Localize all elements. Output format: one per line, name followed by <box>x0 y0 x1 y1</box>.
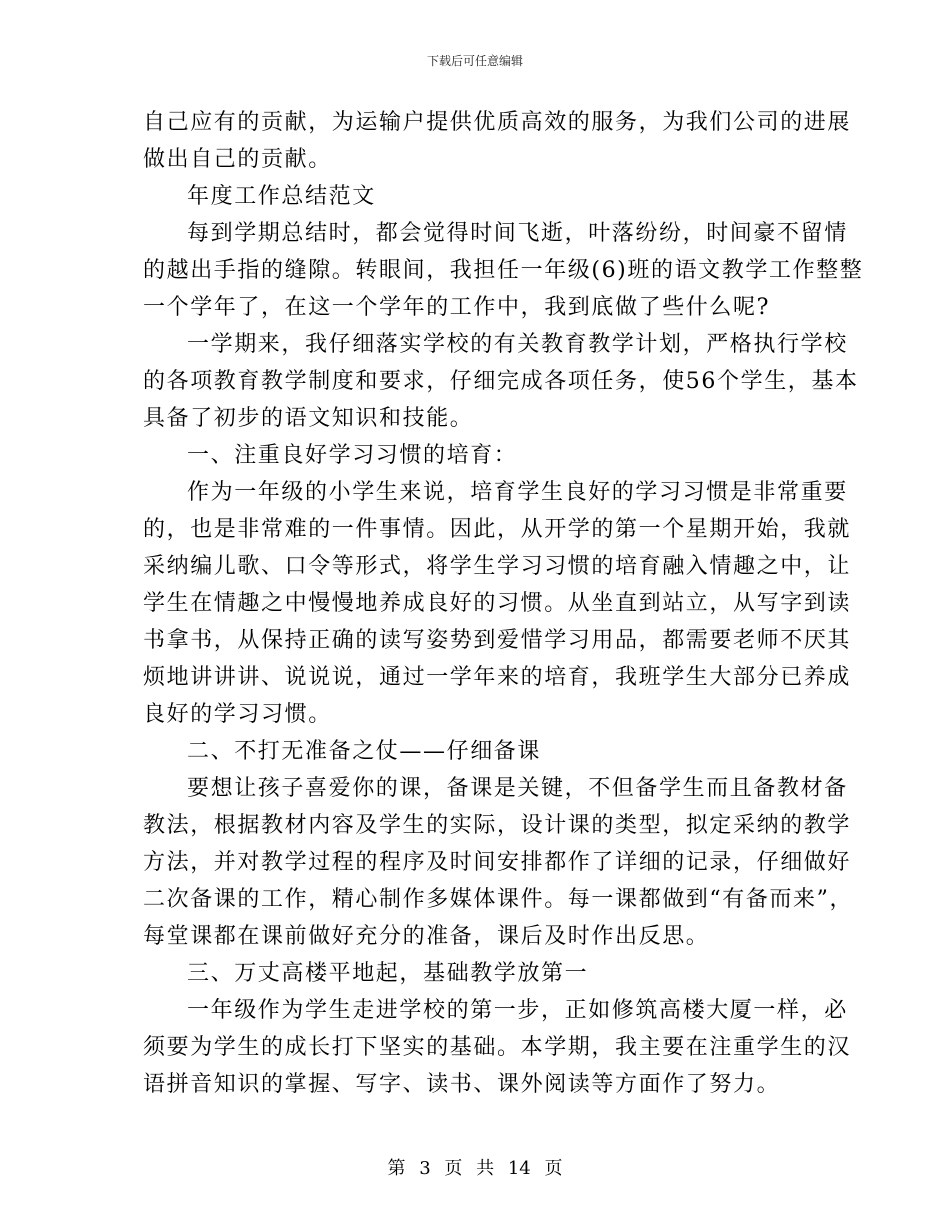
text-line: 三、万丈高楼平地起，基础教学放第一 <box>187 961 589 986</box>
text-line: 要想让孩子喜爱你的课，备课是关键，不但备学生而且备教材备 <box>187 776 848 801</box>
text-line: 学生在情趣之中慢慢地养成良好的习惯。从坐直到站立，从写字到读 <box>143 591 852 616</box>
text-line: 作为一年级的小学生来说，培育学生良好的学习习惯是非常重要 <box>187 480 848 505</box>
text-line: 采纳编儿歌、口令等形式，将学生学习习惯的培育融入情趣之中，让 <box>143 554 852 579</box>
text-line: 一、注重良好学习习惯的培育： <box>187 443 518 468</box>
text-line: 一个学年了，在这一个学年的工作中，我到底做了些什么呢? <box>143 295 770 320</box>
document-body <box>143 104 864 1103</box>
text-line: 教法，根据教材内容及学生的实际，设计课的类型，拟定采纳的教学 <box>143 813 852 838</box>
text-line: 烦地讲讲讲、说说说，通过一学年来的培育，我班学生大部分已养成 <box>143 665 852 690</box>
text-line: 一学期来，我仔细落实学校的有关教育教学计划，严格执行学校 <box>187 332 848 357</box>
page-footer: 第 3 页 共 14 页 <box>387 1158 563 1179</box>
text-line: 书拿书，从保持正确的读写姿势到爱惜学习用品，都需要老师不厌其 <box>143 628 852 653</box>
text-line: 的，也是非常难的一件事情。因此，从开学的第一个星期开始，我就 <box>143 517 852 542</box>
text-line: 每到学期总结时，都会觉得时间飞逝，叶落纷纷，时间豪不留情 <box>187 221 848 246</box>
text-line: 年度工作总结范文 <box>187 184 376 209</box>
text-line: 语拼音知识的掌握、写字、读书、课外阅读等方面作了努力。 <box>143 1072 781 1097</box>
text-line: 每堂课都在课前做好充分的准备，课后及时作出反思。 <box>143 924 710 949</box>
text-line: 的各项教育教学制度和要求，仔细完成各项任务，使56个学生，基本 <box>143 369 859 394</box>
text-line: 的越出手指的缝隙。转眼间，我担任一年级(6)班的语文教学工作整整 <box>143 258 864 283</box>
text-line: 二、不打无准备之仗——仔细备课 <box>187 739 542 764</box>
page-header: 下载后可任意编辑 <box>426 54 523 68</box>
text-line: 一年级作为学生走进学校的第一步，正如修筑高楼大厦一样，必 <box>187 998 848 1023</box>
text-line: 须要为学生的成长打下坚实的基础。本学期，我主要在注重学生的汉 <box>143 1035 852 1060</box>
text-line: 方法，并对教学过程的程序及时间安排都作了详细的记录，仔细做好 <box>143 850 852 875</box>
text-line: 良好的学习习惯。 <box>143 702 332 727</box>
text-line: 二次备课的工作，精心制作多媒体课件。每一课都做到“有备而来”， <box>143 887 854 912</box>
text-line: 做出自己的贡献。 <box>143 147 332 172</box>
text-line: 具备了初步的语文知识和技能。 <box>143 406 474 431</box>
text-line: 自己应有的贡献，为运输户提供优质高效的服务，为我们公司的进展 <box>143 110 852 135</box>
